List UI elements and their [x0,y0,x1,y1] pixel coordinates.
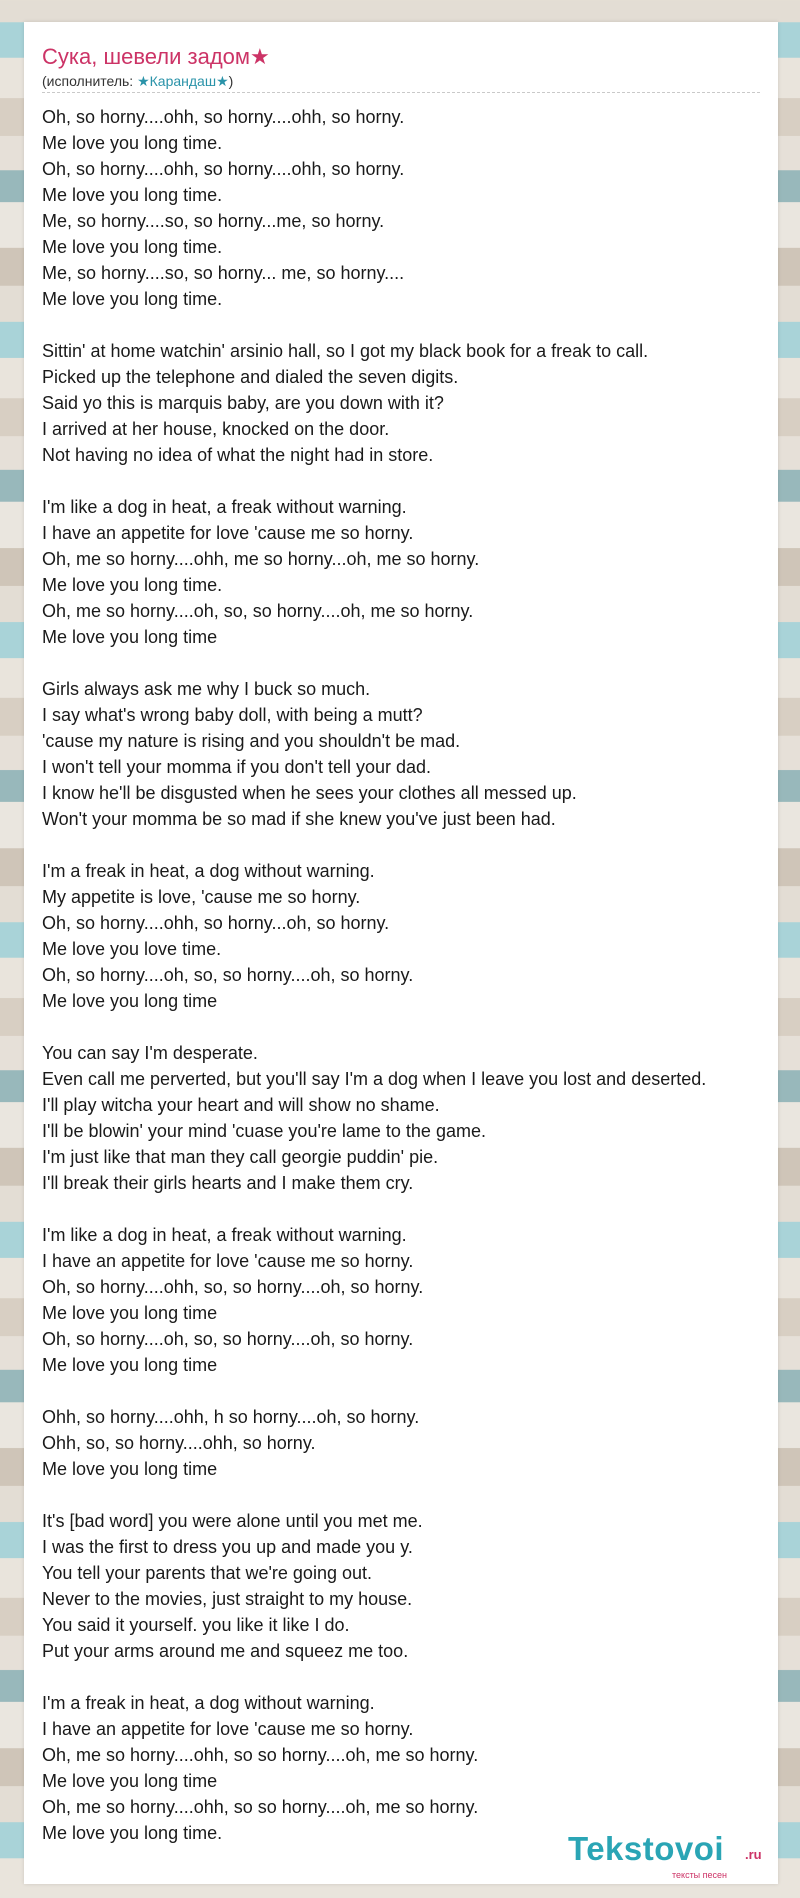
lyric-line: I arrived at her house, knocked on the door. [42,419,390,439]
lyric-line: Me, so horny....so, so horny...me, so horny. [42,211,385,231]
lyric-line: Me love you long time [42,1459,218,1479]
lyric-line: I'm a freak in heat, a dog without warning. [42,861,375,881]
lyric-line: I say what's wrong baby doll, with being a mutt? [42,705,423,725]
artist-suffix: ) [228,73,234,89]
logo-name: Tekstovoi [568,1830,725,1867]
lyric-line: Won't your momma be so mad if she knew you've just been had. [42,809,556,829]
lyric-line: Oh, so horny....oh, so, so horny....oh, so horny. [42,965,414,985]
lyric-line: Oh, so horny....ohh, so, so horny....oh, so horny. [42,1277,424,1297]
lyric-line: Me love you long time. [42,1823,223,1843]
lyric-line: Oh, me so horny....ohh, me so horny...oh, me so horny. [42,549,480,569]
lyric-line: You said it yourself. you like it like I do. [42,1615,350,1635]
lyric-line: Girls always ask me why I buck so much. [42,679,371,699]
lyric-line: Not having no idea of what the night had in store. [42,445,434,465]
lyric-line: Put your arms around me and squeez me too. [42,1641,409,1661]
lyric-line: I'm like a dog in heat, a freak without warning. [42,1225,407,1245]
lyric-line: Even call me perverted, but you'll say I'm a dog when I leave you lost and deserted. [42,1069,707,1089]
stanza-gap [42,312,800,338]
stanza-gap [42,1196,800,1222]
stanza-gap [42,832,800,858]
title-divider [42,92,760,93]
artist-link[interactable]: ★Карандаш★ [137,73,229,89]
lyric-line: Oh, me so horny....ohh, so so horny....oh, me so horny. [42,1797,479,1817]
lyric-line: Sittin' at home watchin' arsinio hall, so I got my black book for a freak to call. [42,341,649,361]
logo-tagline: тексты песен [672,1870,728,1880]
stanza-gap [42,1378,800,1404]
site-logo[interactable] [568,1830,778,1884]
stanza-gap [42,650,800,676]
lyric-line: I know he'll be disgusted when he sees your clothes all messed up. [42,783,577,803]
stanza-gap [42,1664,800,1690]
lyric-line: I'm a freak in heat, a dog without warning. [42,1693,375,1713]
lyric-line: Oh, so horny....ohh, so horny....ohh, so horny. [42,107,405,127]
content-card [24,22,778,1884]
lyric-line: It's [bad word] you were alone until you met me. [42,1511,423,1531]
lyric-line: Never to the movies, just straight to my house. [42,1589,413,1609]
lyric-line: Oh, so horny....ohh, so horny....ohh, so horny. [42,159,405,179]
lyric-line: Picked up the telephone and dialed the seven digits. [42,367,459,387]
lyric-line: I'm just like that man they call georgie puddin' pie. [42,1147,439,1167]
lyric-line: Me love you long time [42,627,218,647]
lyric-line: You tell your parents that we're going out. [42,1563,372,1583]
lyric-line: 'cause my nature is rising and you shouldn't be mad. [42,731,461,751]
artist-line [42,73,233,90]
lyric-line: My appetite is love, 'cause me so horny. [42,887,361,907]
lyric-line: Oh, so horny....ohh, so horny...oh, so horny. [42,913,390,933]
lyric-line: Ohh, so, so horny....ohh, so horny. [42,1433,316,1453]
lyric-line: I'll be blowin' your mind 'cuase you're lame to the game. [42,1121,486,1141]
lyric-line: Me, so horny....so, so horny... me, so horny.... [42,263,405,283]
stanza-gap [42,1014,800,1040]
stanza-gap [42,468,800,494]
stanza-gap [42,1482,800,1508]
lyric-line: Me love you long time. [42,133,223,153]
lyric-line: Ohh, so horny....ohh, h so horny....oh, so horny. [42,1407,420,1427]
lyric-line: I have an appetite for love 'cause me so horny. [42,1251,414,1271]
lyric-line: I'll break their girls hearts and I make them cry. [42,1173,414,1193]
lyric-line: Me love you long time. [42,575,223,595]
lyric-line: Me love you long time. [42,289,223,309]
artist-prefix: (исполнитель: [42,73,138,89]
song-title: Сука, шевели задом★ [42,44,270,69]
lyric-line: I'll play witcha your heart and will show no shame. [42,1095,440,1115]
lyric-line: I was the first to dress you up and made you y. [42,1537,413,1557]
lyric-line: Me love you love time. [42,939,222,959]
lyric-line: You can say I'm desperate. [42,1043,258,1063]
lyric-line: Oh, me so horny....oh, so, so horny....oh, me so horny. [42,601,474,621]
logo-suffix: .ru [745,1847,762,1862]
lyric-line: Oh, me so horny....ohh, so so horny....oh, me so horny. [42,1745,479,1765]
lyric-line: I won't tell your momma if you don't tell your dad. [42,757,432,777]
lyric-line: I'm like a dog in heat, a freak without warning. [42,497,407,517]
lyric-line: I have an appetite for love 'cause me so horny. [42,523,414,543]
lyric-line: Oh, so horny....oh, so, so horny....oh, so horny. [42,1329,414,1349]
lyric-line: Me love you long time. [42,237,223,257]
lyric-line: Said yo this is marquis baby, are you down with it? [42,393,444,413]
lyric-line: Me love you long time [42,1303,218,1323]
lyric-line: Me love you long time [42,1355,218,1375]
lyric-line: Me love you long time [42,1771,218,1791]
lyrics-block [42,104,800,1846]
lyric-line: Me love you long time [42,991,218,1011]
lyric-line: I have an appetite for love 'cause me so horny. [42,1719,414,1739]
lyric-line: Me love you long time. [42,185,223,205]
